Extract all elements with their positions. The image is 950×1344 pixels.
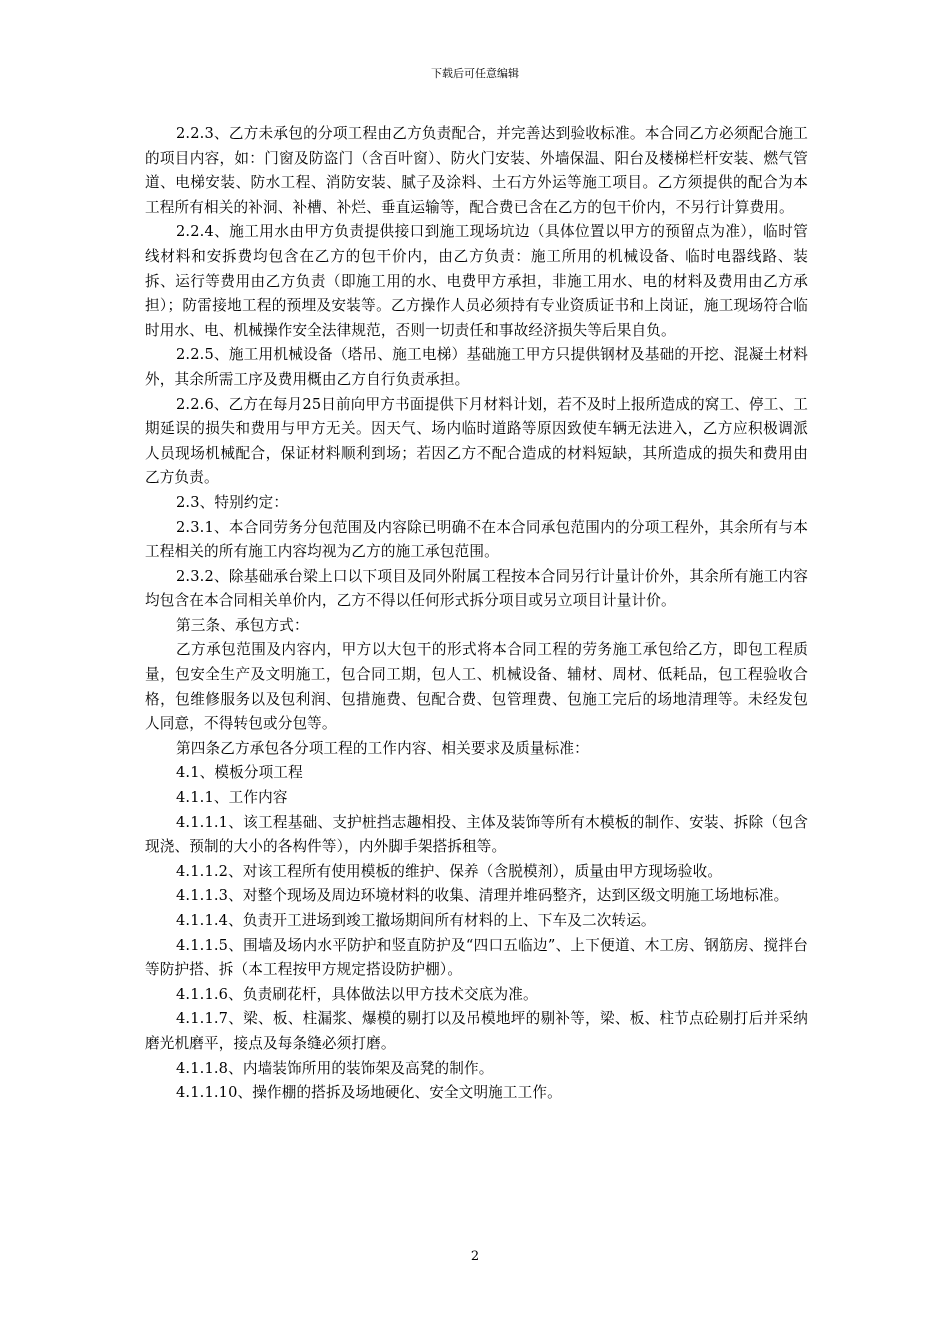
paragraph-4-1-1-1: 4.1.1.1、该工程基础、支护桩挡志趣相投、主体及装饰等所有木模板的制作、安装、拆除（包含现浇、预制的大小的各构件等），内外脚手架搭拆租等。	[145, 813, 808, 856]
paragraph-2-2-4: 2.2.4、施工用水由甲方负责提供接口到施工现场坑边（具体位置以甲方的预留点为准），临时管线材料和安拆费均包含在乙方的包干价内，由乙方负责：施工所用的机械设备、临时电器线路、装拆、运行等费用由乙方负责（即施工用的水、电费甲方承担，非施工用水、电的材料及费用由乙方承担）；防雷接地工程的预埋及安装等。乙方操作人员必须持有专业资质证书和上岗证，施工现场符合临时用水、电、机械操作安全法律规范，否则一切责任和事故经济损失等后果自负。	[145, 223, 808, 339]
heading-4-1: 4.1、模板分项工程	[176, 764, 303, 782]
paragraph-2-2-3: 2.2.3、乙方未承包的分项工程由乙方负责配合，并完善达到验收标准。本合同乙方必须配合施工的项目内容，如：门窗及防盗门（含百叶窗）、防火门安装、外墙保温、阳台及楼梯栏杆安装、燃气管道、电梯安装、防水工程、消防安装、腻子及涂料、土石方外运等施工项目。乙方须提供的配合为本工程所有相关的补洞、补槽、补烂、垂直运输等，配合费已含在乙方的包干价内，不另行计算费用。	[145, 125, 808, 216]
heading-4-1-1: 4.1.1、工作内容	[176, 789, 288, 807]
paragraph-contract-method: 乙方承包范围及内容内，甲方以大包干的形式将本合同工程的劳务施工承包给乙方，即包工程质量，包安全生产及文明施工，包合同工期，包人工、机械设备、辅材、周材、低耗品，包工程验收合格，包维修服务以及包利润、包措施费、包配合费、包管理费、包施工完后的场地清理等。未经发包人同意，不得转包或分包等。	[145, 641, 808, 733]
paragraph-4-1-1-8: 4.1.1.8、内墙装饰所用的装饰架及高凳的制作。	[176, 1059, 494, 1077]
paragraph-2-2-6: 2.2.6、乙方在每月25日前向甲方书面提供下月材料计划，若不及时上报所造成的窝工、停工、工期延误的损失和费用与甲方无关。因天气、场内临时道路等原因致使车辆无法进入，乙方应积极调派人员现场机械配合，保证材料顺利到场；若因乙方不配合造成的材料短缺，其所造成的损失和费用由乙方负责。	[145, 395, 808, 487]
paragraph-2-2-5: 2.2.5、施工用机械设备（塔吊、施工电梯）基础施工甲方只提供钢材及基础的开挖、混凝土材料外，其余所需工序及费用概由乙方自行负责承担。	[145, 346, 808, 388]
heading-2-3: 2.3、特别约定：	[176, 493, 289, 511]
page-number: 2	[470, 1249, 480, 1264]
paragraph-4-1-1-2: 4.1.1.2、对该工程所有使用模板的维护、保养（含脱模剂），质量由甲方现场验收。	[176, 862, 723, 880]
paragraph-2-3-2: 2.3.2、除基础承台梁上口以下项目及同外附属工程按本合同另行计量计价外，其余所有施工内容均包含在本合同相关单价内，乙方不得以任何形式拆分项目或另立项目计量计价。	[145, 567, 808, 610]
paragraph-4-1-1-3: 4.1.1.3、对整个现场及周边环境材料的收集、清理并堆码整齐，达到区级文明施工场地标准。	[176, 887, 789, 905]
page-header-note: 下载后可任意编辑	[431, 67, 519, 80]
heading-article-4: 第四条乙方承包各分项工程的工作内容、相关要求及质量标准：	[176, 739, 589, 757]
paragraph-2-3-1: 2.3.1、本合同劳务分包范围及内容除已明确不在本合同承包范围内的分项工程外，其余所有与本工程相关的所有施工内容均视为乙方的施工承包范围。	[145, 518, 808, 561]
paragraph-4-1-1-7: 4.1.1.7、梁、板、柱漏浆、爆模的剔打以及吊模地坪的剔补等，梁、板、柱节点砼剔打后并采纳磨光机磨平，接点及每条缝必须打磨。	[145, 1010, 808, 1052]
paragraph-4-1-1-6: 4.1.1.6、负责刷花杆，具体做法以甲方技术交底为准。	[176, 985, 538, 1003]
paragraph-4-1-1-10: 4.1.1.10、操作棚的搭拆及场地硬化、安全文明施工工作。	[176, 1084, 562, 1102]
document-body	[145, 122, 808, 1106]
paragraph-4-1-1-5: 4.1.1.5、围墙及场内水平防护和竖直防护及“四口五临边”、上下便道、木工房、钢筋房、搅拌台等防护搭、拆（本工程按甲方规定搭设防护棚）。	[145, 936, 808, 979]
paragraph-4-1-1-4: 4.1.1.4、负责开工进场到竣工撤场期间所有材料的上、下车及二次转运。	[176, 912, 656, 929]
heading-article-3: 第三条、承包方式：	[176, 616, 309, 634]
